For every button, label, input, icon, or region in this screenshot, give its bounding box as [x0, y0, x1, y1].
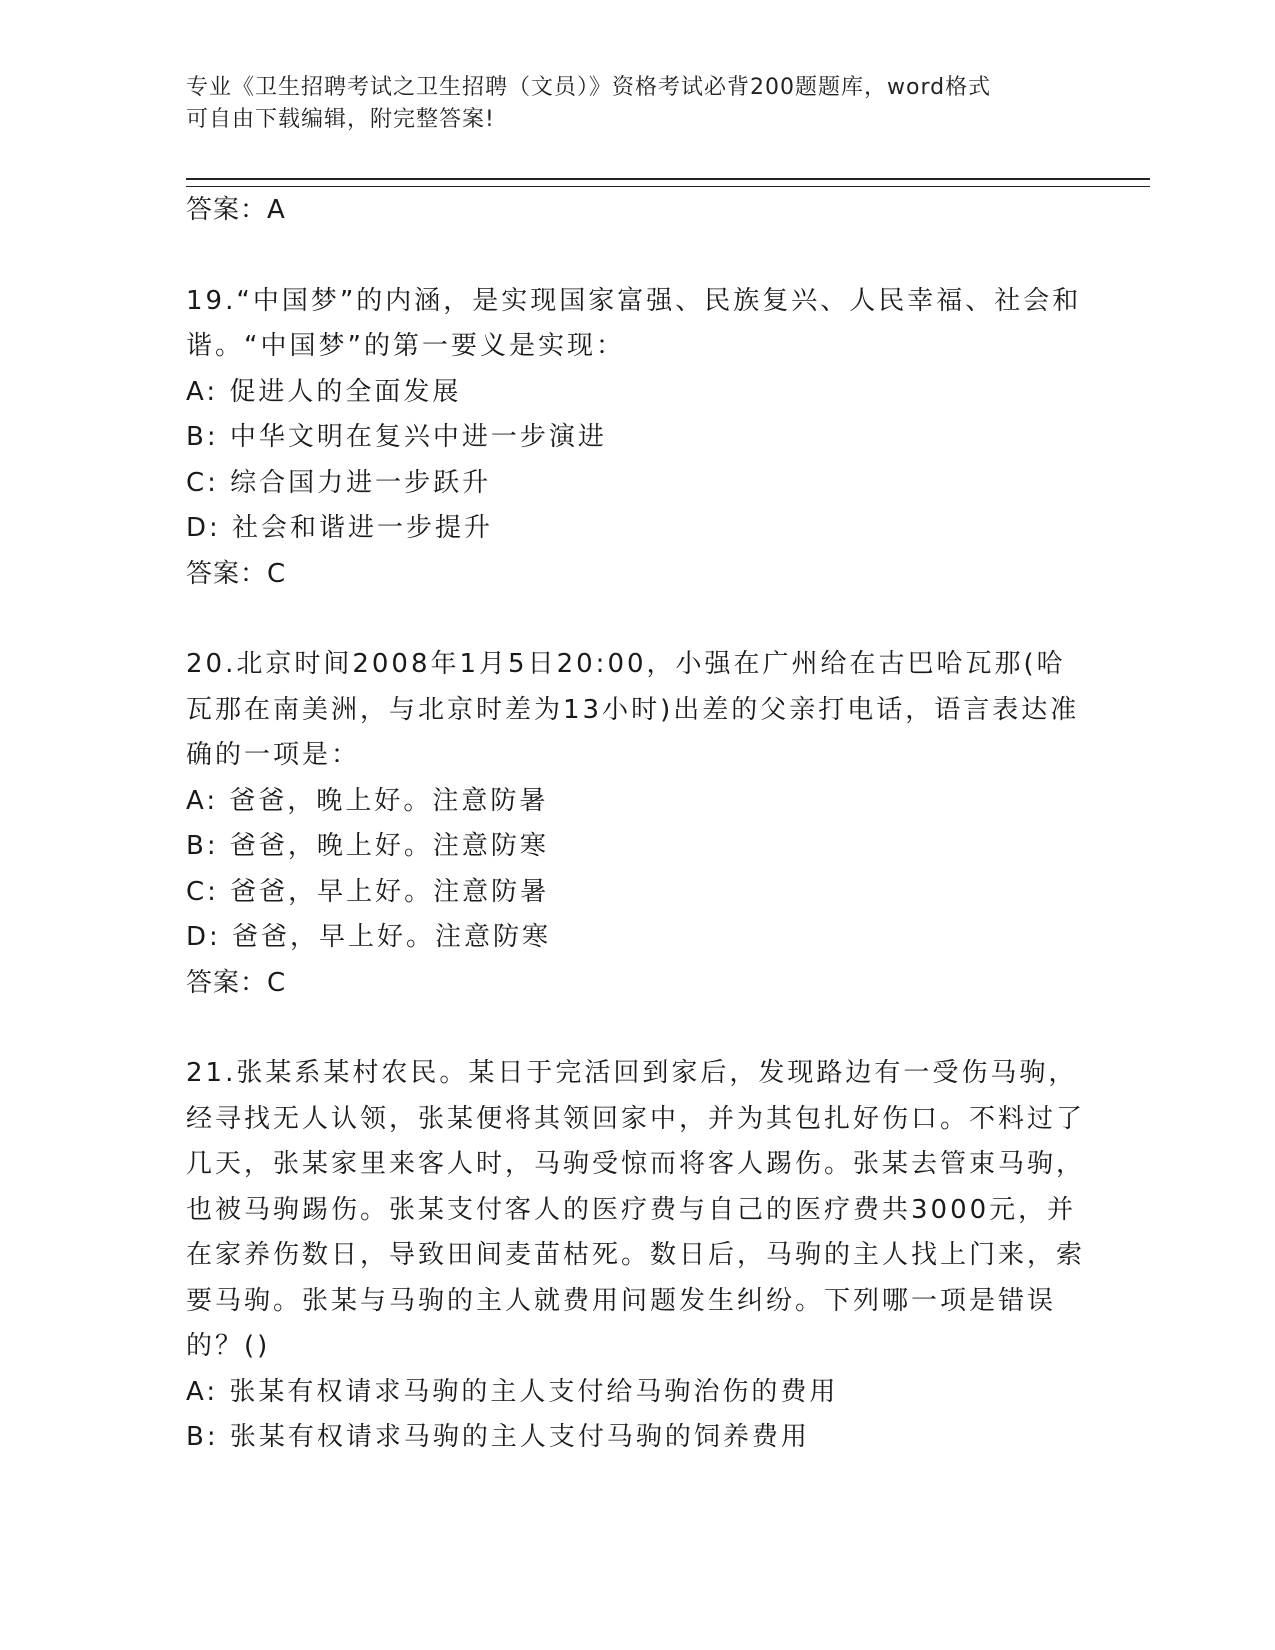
question-stem: 19.“中国梦”的内涵，是实现国家富强、民族复兴、人民幸福、社会和谐。“中国梦”的第一要义是实现：: [186, 285, 1082, 361]
option-c: C: 综合国力进一步跃升: [186, 467, 492, 498]
option-d: D: 社会和谐进一步提升: [186, 513, 494, 543]
option-a: A: 促进人的全面发展: [186, 376, 462, 407]
option-c: C: 爸爸，早上好。注意防暑: [186, 876, 550, 907]
question-21: [186, 1051, 1086, 1461]
previous-answer: 答案：A: [186, 195, 286, 225]
option-b: B: 张某有权请求马驹的主人支付马驹的饲养费用: [186, 1422, 810, 1452]
question-20: [186, 642, 1086, 1006]
spacer: [186, 597, 1086, 642]
question-list: [186, 188, 1086, 1461]
option-b: B: 中华文明在复兴中进一步演进: [186, 422, 607, 452]
option-a: A: 张某有权请求马驹的主人支付给马驹治伤的费用: [186, 1376, 839, 1407]
question-stem: 20.北京时间2008年1月5日20:00，小强在广州给在古巴哈瓦那(哈瓦那在南美洲，与北京时差为13小时)出差的父亲打电话，语言表达准确的一项是：: [186, 649, 1080, 770]
answer: 答案：C: [186, 967, 287, 998]
option-d: D: 爸爸，早上好。注意防寒: [186, 922, 552, 952]
option-a: A: 爸爸，晚上好。注意防暑: [186, 785, 549, 816]
header-divider: [186, 178, 1150, 187]
question-stem: 21.张某系某村农民。某日于完活回到家后，发现路边有一受伤马驹，经寻找无人认领，张某便将其领回家中，并为其包扎好伤口。不料过了几天，张某家里来客人时，马驹受惊而将客人踢伤。张某去管束马驹，也被马驹踢伤。张某支付客人的医疗费与自己的医疗费共3000元，并在家养伤数日，导致田间麦苗枯死。数日后，马驹的主人找上门来，索要马驹。张某与马驹的主人就费用问题发生纠纷。下列哪一项是错误的？(): [186, 1058, 1086, 1361]
header-line-1: 专业《卫生招聘考试之卫生招聘（文员）》资格考试必背200题题库，word格式: [186, 75, 992, 100]
answer: 答案：C: [186, 558, 287, 589]
header-line-2: 可自由下载编辑，附完整答案!: [186, 107, 495, 132]
question-19: [186, 279, 1086, 598]
option-b: B: 爸爸，晚上好。注意防寒: [186, 831, 549, 861]
page-header: [186, 72, 1086, 136]
spacer: [186, 1006, 1086, 1051]
